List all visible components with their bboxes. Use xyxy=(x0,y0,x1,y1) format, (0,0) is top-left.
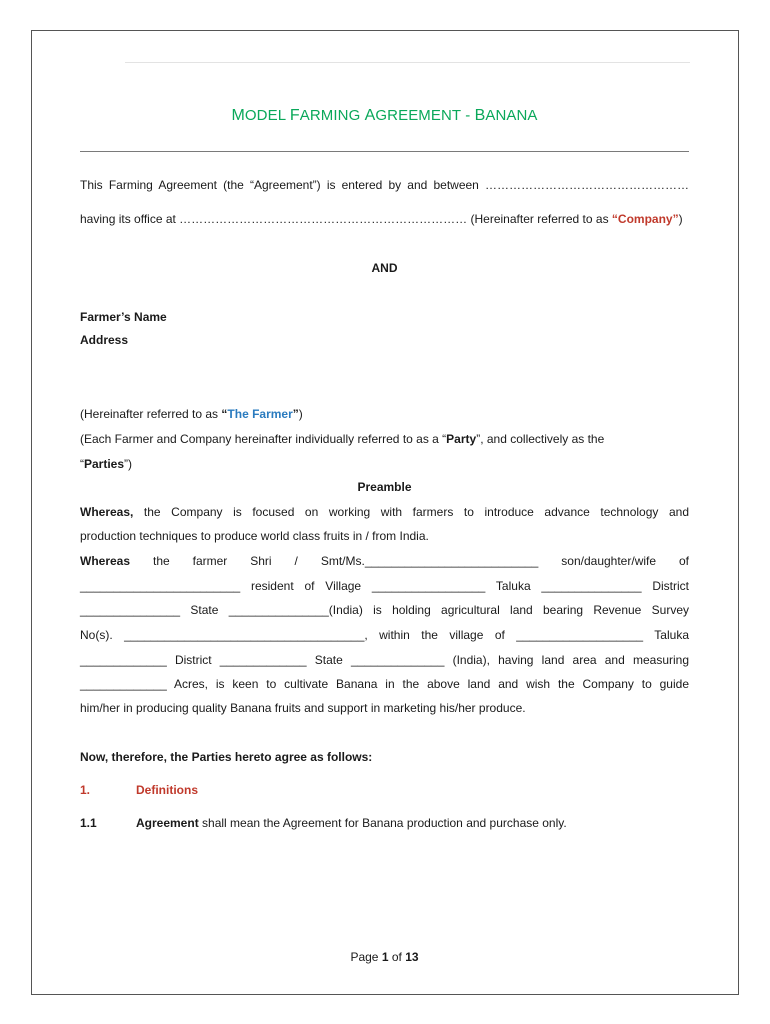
title-part: ANANA xyxy=(485,107,538,124)
header-rule xyxy=(125,62,690,63)
parties-term: Parties xyxy=(84,457,125,471)
title-part: GREEMENT - xyxy=(375,107,475,124)
whereas-term: Whereas, xyxy=(80,505,134,519)
page-footer xyxy=(80,949,689,965)
and-heading: AND xyxy=(371,261,398,275)
preamble-heading: Preamble xyxy=(357,480,412,494)
intro-line-1: This Farming Agreement (the “Agreement”) is entered by and between …………………………………………… xyxy=(80,178,689,192)
farmer-term: The Farmer xyxy=(227,407,293,421)
title-part: ODEL xyxy=(244,107,290,124)
agreement-term: Agreement xyxy=(136,816,199,830)
intro-text: ) xyxy=(678,212,683,226)
whereas-2-line-1 xyxy=(80,553,689,569)
parties-text: ”) xyxy=(124,457,133,471)
whereas-text: the farmer Shri / Smt/Ms.__________________________ son/daughter/wife of xyxy=(130,554,689,568)
whereas-2-line-6: _____________ Acres, is keen to cultivate Banana in the above land and wish the Company to guide xyxy=(80,677,689,691)
title-part: ARMING xyxy=(299,107,365,124)
quote-close: ” xyxy=(292,407,299,421)
title-part: B xyxy=(474,107,486,124)
ref-text: (Hereinafter referred to as xyxy=(80,407,222,421)
parties-line xyxy=(80,456,689,472)
footer-text: Page xyxy=(350,950,382,964)
whereas-1-line-1 xyxy=(80,504,689,520)
title-rule xyxy=(80,151,689,152)
whereas-2-line-3: _______________ State _______________(India) is holding agricultural land bearing Revenue Survey xyxy=(80,603,689,617)
title-part: A xyxy=(364,107,376,124)
party-term: Party xyxy=(446,432,477,446)
total-pages: 13 xyxy=(405,950,419,964)
parties-text: “ xyxy=(80,457,84,471)
intro-text: having its office at ……………………………………………………………… (Hereinafter referred to as xyxy=(80,212,612,226)
clause-1-1-number: 1.1 xyxy=(80,816,97,830)
footer-text: of xyxy=(388,950,406,964)
whereas-text: the Company is focused on working with farmers to introduce advance technology and xyxy=(133,505,689,519)
document-title xyxy=(80,107,689,125)
whereas-1-line-2: production techniques to produce world class fruits in / from India. xyxy=(80,529,429,543)
farmer-name-label: Farmer’s Name xyxy=(80,310,167,324)
current-page: 1 xyxy=(381,950,389,964)
whereas-2-line-5: _____________ District _____________ State ______________ (India), having land area and measuring xyxy=(80,653,689,667)
section-1-title: Definitions xyxy=(136,783,198,797)
farmer-reference xyxy=(80,406,689,422)
title-part: M xyxy=(231,107,245,124)
each-text: ”, and collectively as the xyxy=(476,432,605,446)
address-label: Address xyxy=(80,333,129,347)
quote-open: “ xyxy=(221,407,228,421)
clause-1-1-text xyxy=(136,815,567,831)
clause-text: shall mean the Agreement for Banana production and purchase only. xyxy=(198,816,567,830)
whereas-2-line-4: No(s). ____________________________________, within the village of ___________________ Taluka xyxy=(80,628,689,642)
ref-text: ) xyxy=(298,407,303,421)
each-party-line xyxy=(80,431,689,447)
title-part: F xyxy=(289,107,300,124)
whereas-2-line-7: him/her in producing quality Banana fruits and support in marketing his/her produce. xyxy=(80,701,526,715)
whereas-term: Whereas xyxy=(80,554,131,568)
each-text: (Each Farmer and Company hereinafter individually referred to as a “ xyxy=(80,432,447,446)
now-therefore-line: Now, therefore, the Parties hereto agree as follows: xyxy=(80,750,373,764)
section-1-number: 1. xyxy=(80,783,91,797)
company-term: “Company” xyxy=(611,212,679,226)
whereas-2-line-2: ________________________ resident of Village _________________ Taluka _______________ District xyxy=(80,579,689,593)
intro-line-2 xyxy=(80,211,689,227)
